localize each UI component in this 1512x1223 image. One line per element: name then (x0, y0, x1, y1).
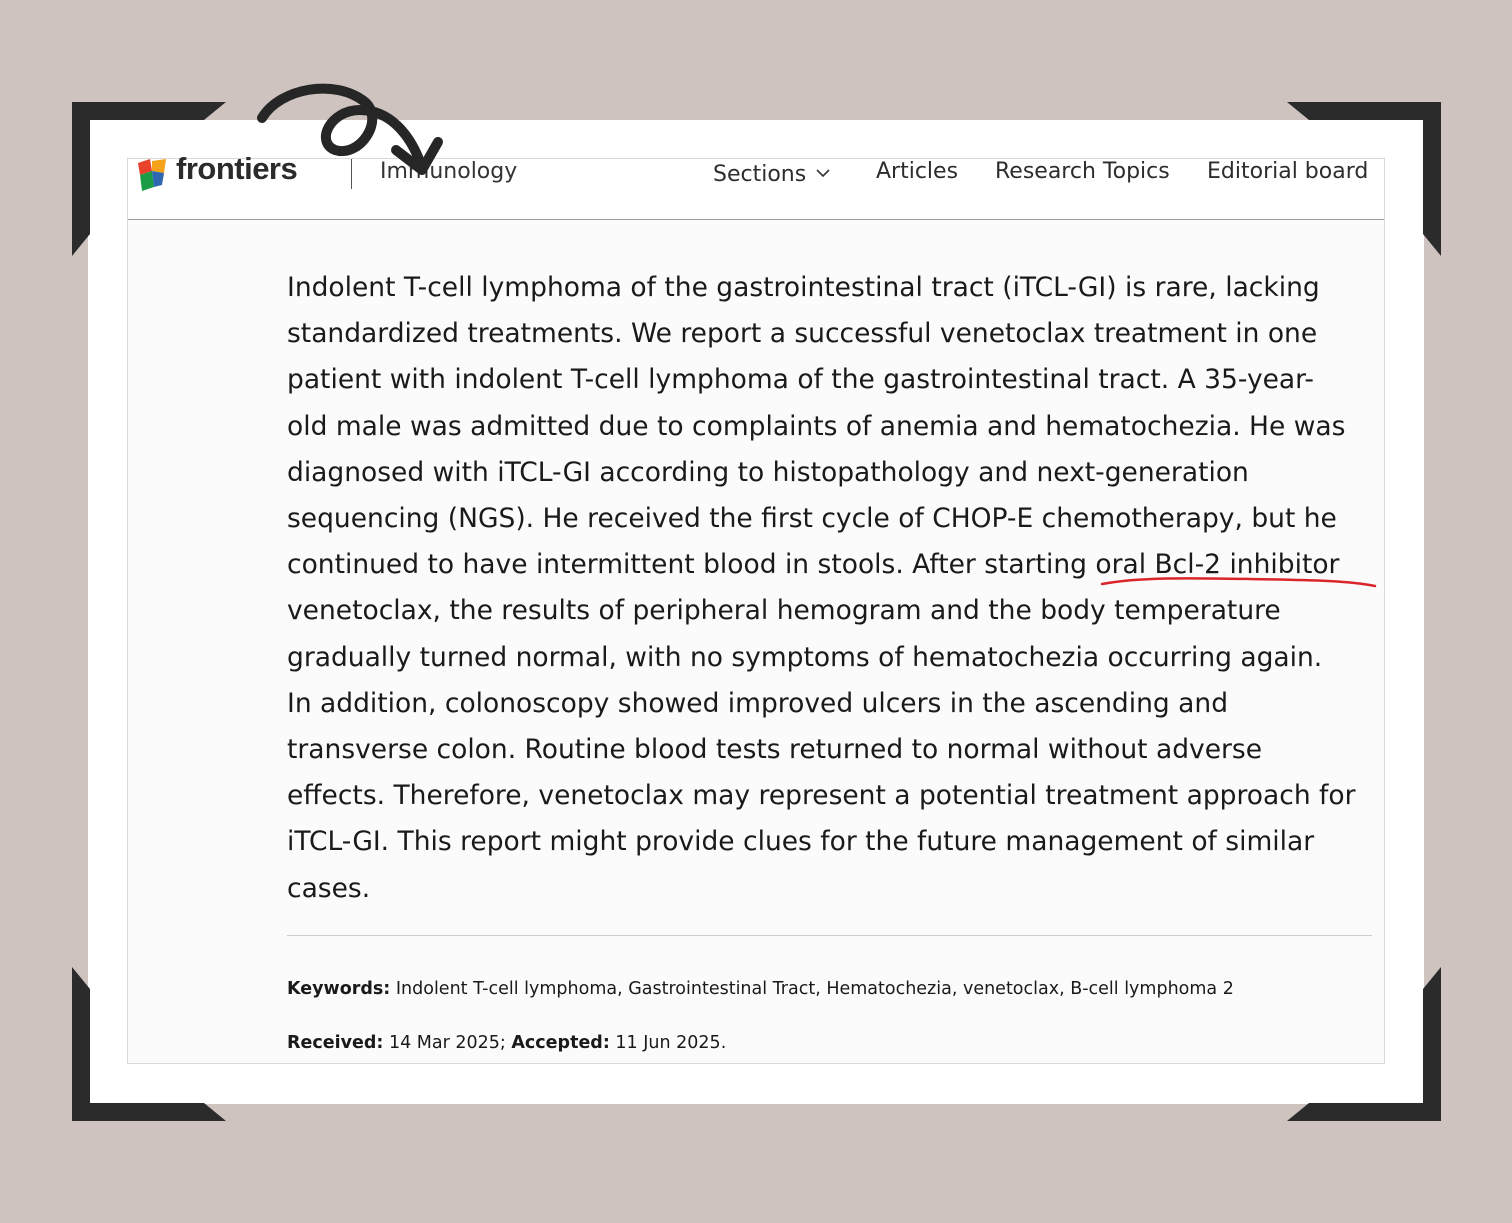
abstract-line: gradually turned normal, with no symptoms of hematochezia occurring again. (287, 641, 1323, 673)
abstract-line: effects. Therefore, venetoclax may represent a potential treatment approach for (287, 780, 1356, 812)
chevron-down-icon (816, 159, 830, 184)
abstract-line: patient with indolent T-cell lymphoma of the gastrointestinal tract. A 35-year- (287, 364, 1314, 396)
frontiers-logo-mark-icon (136, 159, 170, 193)
accepted-label: Accepted: (511, 1033, 610, 1053)
nav-research-topics[interactable]: Research Topics (995, 159, 1170, 184)
section-separator (287, 935, 1372, 936)
curly-arrow-icon (250, 80, 450, 194)
abstract-line: Indolent T-cell lymphoma of the gastrointestinal tract (iTCL-GI) is rare, lacking (287, 272, 1320, 303)
journal-name[interactable]: Immunology (380, 159, 518, 184)
received-label: Received: (287, 1033, 384, 1053)
logo-text: frontiers (176, 151, 298, 186)
nav-articles[interactable]: Articles (876, 159, 959, 184)
abstract-line: cases. (287, 872, 371, 904)
abstract-line: diagnosed with iTCL-GI according to histopathology and next-generation (287, 456, 1249, 488)
keywords-label: Keywords: (287, 979, 391, 999)
nav-sections-label: Sections (713, 162, 807, 187)
keywords-line (287, 979, 1234, 999)
dates-line (287, 1033, 726, 1053)
red-underline-annotation (1100, 574, 1378, 593)
abstract-line: transverse colon. Routine blood tests returned to normal without adverse (287, 734, 1263, 766)
abstract-line: old male was admitted due to complaints of anemia and hematochezia. He was (287, 410, 1346, 442)
article-screenshot (127, 151, 1385, 1064)
abstract-line: iTCL-GI. This report might provide clues for the future management of similar (287, 826, 1315, 858)
accepted-date: 11 Jun 2025. (615, 1033, 727, 1053)
abstract-line: In addition, colonoscopy showed improved ulcers in the ascending and (287, 687, 1229, 719)
nav-sections[interactable] (713, 159, 830, 187)
abstract-line: sequencing (NGS). He received the first cycle of CHOP-E chemotherapy, but he (287, 503, 1337, 535)
nav-editorial-board[interactable]: Editorial board (1207, 159, 1369, 184)
keywords-value: Indolent T-cell lymphoma, Gastrointestinal Tract, Hematochezia, venetoclax, B-cell lymphoma 2 (395, 979, 1234, 999)
abstract-line: venetoclax, the results of peripheral hemogram and the body temperature (287, 595, 1281, 627)
abstract-line: continued to have intermittent blood in stools. After starting oral Bcl-2 inhibitor (287, 549, 1340, 581)
received-date: 14 Mar 2025; (388, 1033, 506, 1053)
abstract-line: standardized treatments. We report a successful venetoclax treatment in one (287, 318, 1318, 350)
